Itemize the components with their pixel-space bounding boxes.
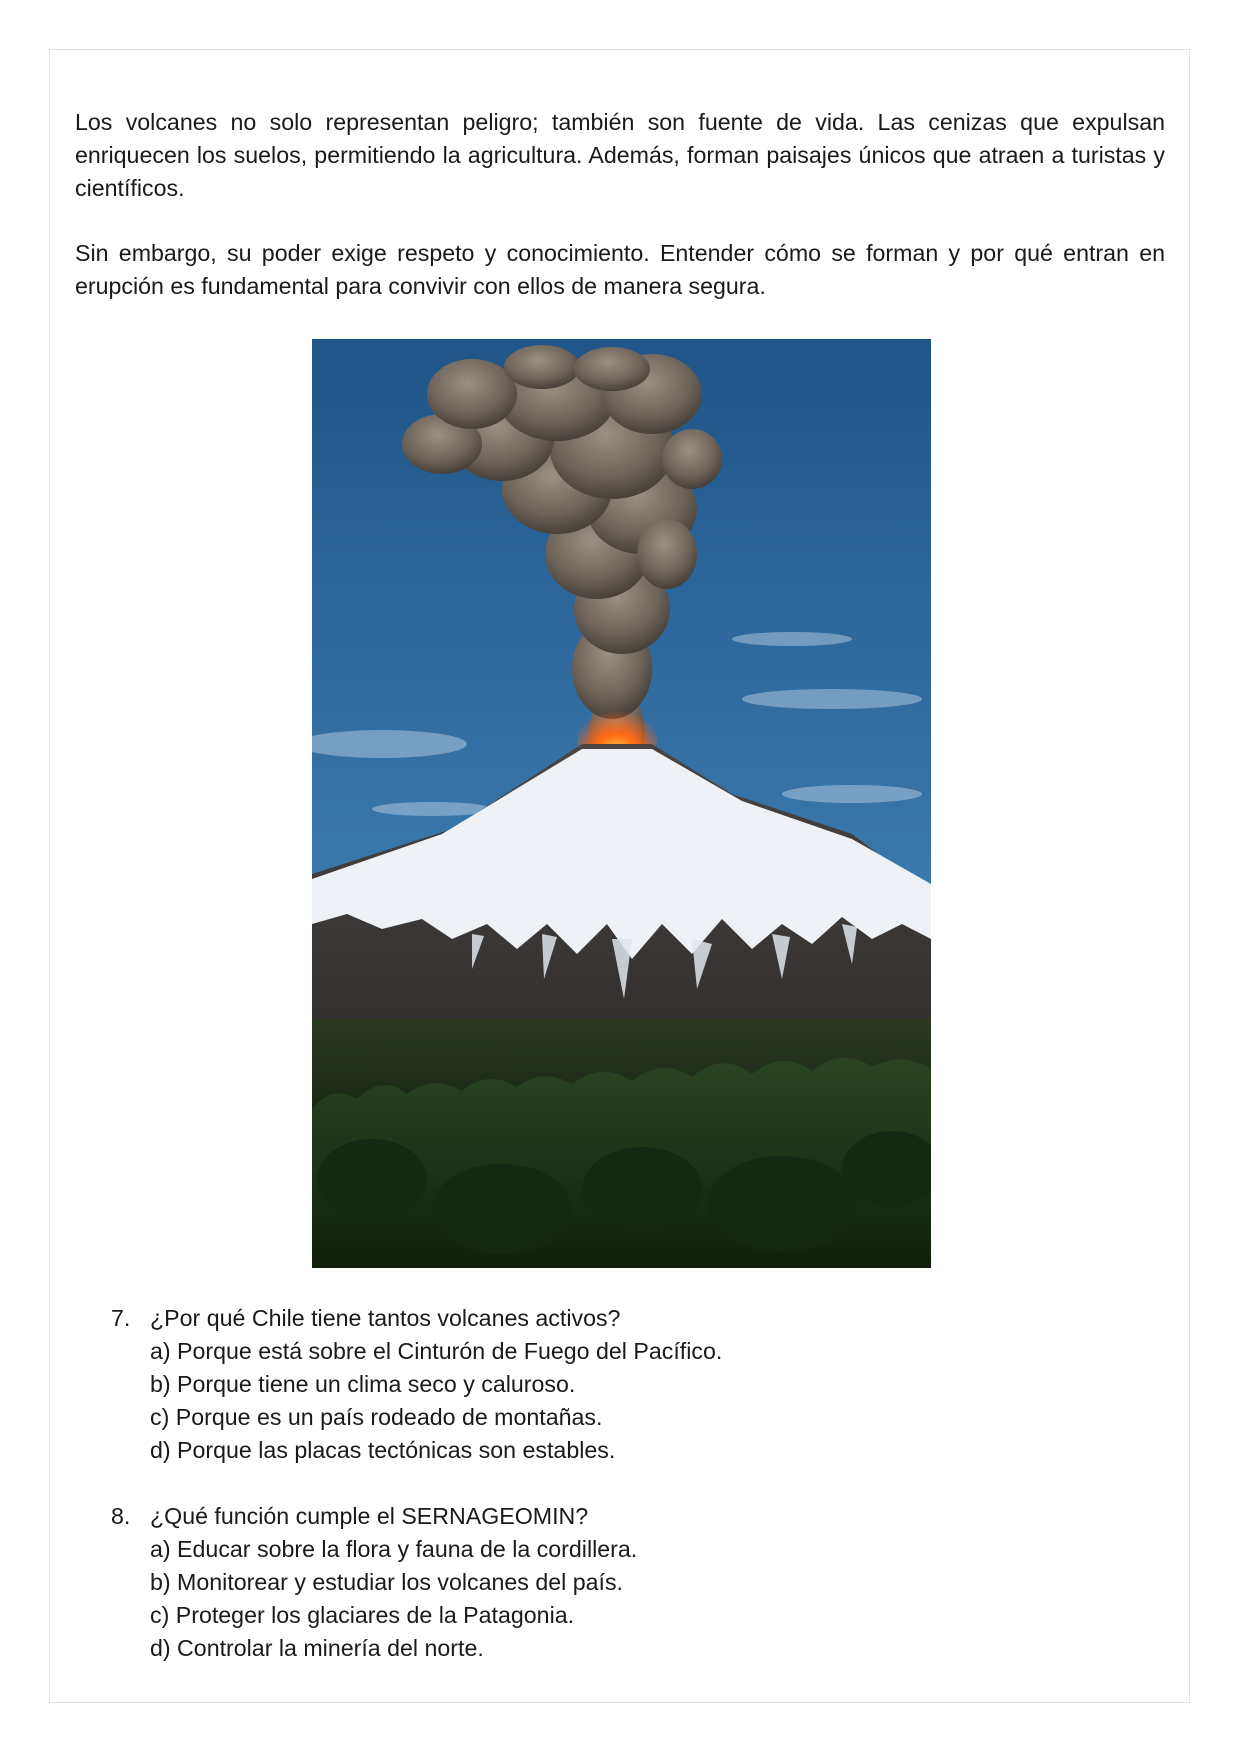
option-a: a) Educar sobre la flora y fauna de la cordillera. (150, 1536, 638, 1562)
question-number: 7. (111, 1305, 131, 1331)
option-b: b) Porque tiene un clima seco y caluroso. (150, 1371, 576, 1397)
question-text: ¿Qué función cumple el SERNAGEOMIN? (150, 1503, 589, 1529)
question-8 (0, 1500, 1241, 1665)
option-c: c) Proteger los glaciares de la Patagonia. (150, 1602, 575, 1628)
question-text: ¿Por qué Chile tiene tantos volcanes activos? (150, 1305, 621, 1331)
option-d: d) Porque las placas tectónicas son estables. (150, 1437, 616, 1463)
question-list (0, 1302, 1241, 1698)
option-a: a) Porque está sobre el Cinturón de Fuego del Pacífico. (150, 1338, 723, 1364)
volcano-photo (312, 339, 931, 1268)
second-paragraph: Sin embargo, su poder exige respeto y conocimiento. Entender cómo se forman y por qué entran en erupción es fundamental para convivir con ellos de manera segura. (75, 240, 1165, 299)
option-b: b) Monitorear y estudiar los volcanes del país. (150, 1569, 624, 1595)
intro-paragraph: Los volcanes no solo representan peligro; también son fuente de vida. Las cenizas que expulsan enriquecen los suelos, permitiendo la agricultura. Además, forman paisajes únicos que atraen a turistas y científicos. (75, 109, 1165, 201)
answer-options (0, 1335, 1241, 1467)
option-d: d) Controlar la minería del norte. (150, 1635, 484, 1661)
question-7 (0, 1302, 1241, 1467)
option-c: c) Porque es un país rodeado de montañas. (150, 1404, 603, 1430)
answer-options (0, 1533, 1241, 1665)
question-number: 8. (111, 1503, 131, 1529)
